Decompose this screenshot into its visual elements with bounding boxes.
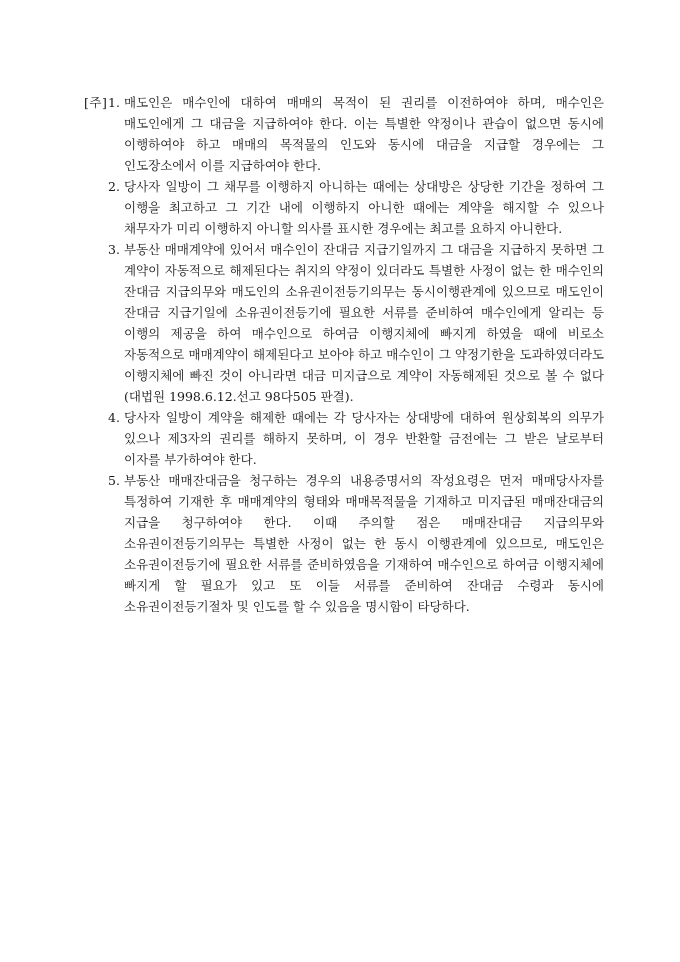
note-text: 부동산 매매계약에 있어서 매수인이 잔대금 지급기일까지 그 대금을 지급하지 못하면 그 계약이 자동적으로 해제된다는 취지의 약정이 있더라도 특별한 사정이 없는 한 매수인의 잔대금 지급의무와 매도인의 소유권이전등기의무는 동시이행관계에 있으므로 매도인이 잔대금 지급기일에 소유권이전등기에 필요한 서류를 준비하여 매수인에게 알리는 등 이행의 제공을 하여 매수인으로 하여금 이행지체에 빠지게 하였을 때에 비로소 자동적으로 매매계약이 해제된다고 보아야 하고 매수인이 그 약정기한을 도과하였더라도 이행지체에 빠진 것이 아니라면 대금 미지급으로 계약이 자동해제된 것으로 볼 수 없다(대법원 1998.6.12.선고 98다505 판결).: [124, 242, 604, 404]
note-item-4: [84, 407, 604, 470]
note-text: 당사자 일방이 계약을 해제한 때에는 각 당사자는 상대방에 대하여 원상회복의 의무가 있으나 제3자의 권리를 해하지 못하며, 이 경우 반환할 금전에는 그 받은 날로부터 이자를 부가하여야 한다.: [124, 410, 604, 467]
note-number: 5.: [108, 473, 120, 488]
note-item-1: [84, 92, 604, 176]
notes-tag: [주]: [84, 95, 108, 110]
note-item-2: [84, 176, 604, 239]
note-item-3: [84, 239, 604, 407]
note-item-5: [84, 470, 604, 617]
note-number: 2.: [108, 179, 120, 194]
note-number: 4.: [108, 410, 120, 425]
note-text: 당사자 일방이 그 채무를 이행하지 아니하는 때에는 상대방은 상당한 기간을 정하여 그 이행을 최고하고 그 기간 내에 이행하지 아니한 때에는 계약을 해지할 수 있으나 채무자가 미리 이행하지 아니할 의사를 표시한 경우에는 최고를 요하지 아니한다.: [124, 179, 604, 236]
note-number: 1.: [108, 95, 120, 110]
note-text: 부동산 매매잔대금을 청구하는 경우의 내용증명서의 작성요령은 먼저 매매당사자를 특정하여 기재한 후 매매계약의 형태와 매매목적물을 기재하고 미지급된 매매잔대금의 지급을 청구하여야 한다. 이때 주의할 점은 매매잔대금 지급의무와 소유권이전등기의무는 특별한 사정이 없는 한 동시 이행관계에 있으므로, 매도인은 소유권이전등기에 필요한 서류를 준비하였음을 기재하여 매수인으로 하여금 이행지체에 빠지게 할 필요가 있고 또 이들 서류를 준비하여 잔대금 수령과 동시에 소유권이전등기절차 및 인도를 할 수 있음을 명시함이 타당하다.: [124, 473, 604, 614]
note-text: 매도인은 매수인에 대하여 매매의 목적이 된 권리를 이전하여야 하며, 매수인은 매도인에게 그 대금을 지급하여야 한다. 이는 특별한 약정이나 관습이 없으면 동시에 이행하여야 하고 매매의 목적물의 인도와 동시에 대금을 지급할 경우에는 그 인도장소에서 이를 지급하여야 한다.: [124, 95, 604, 173]
notes-section: [84, 92, 604, 617]
note-number: 3.: [108, 242, 120, 257]
